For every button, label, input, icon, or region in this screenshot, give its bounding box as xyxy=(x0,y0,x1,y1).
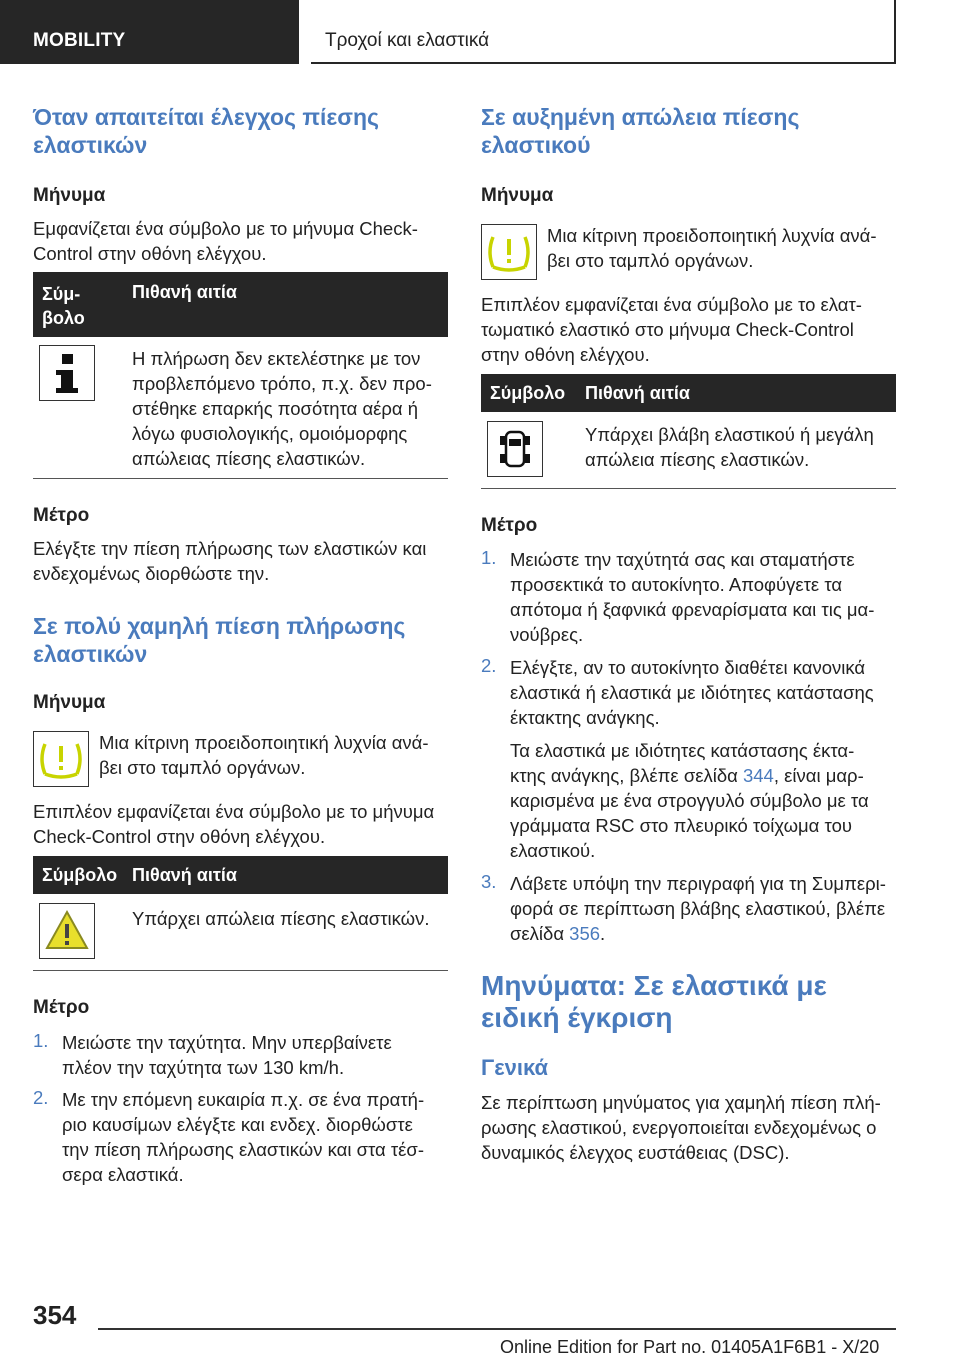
measure-label: Μέτρο xyxy=(33,997,90,1018)
heading-very-low-pressure: Σε πολύ χαμηλή πίεση πλήρωσης ελαστικών xyxy=(33,613,406,667)
table-header xyxy=(33,272,448,337)
divider xyxy=(33,478,448,479)
col-cause: Πιθανή αιτία xyxy=(132,282,237,302)
subheading-general: Γενικά xyxy=(481,1055,549,1080)
list-item: Λάβετε υπόψη την περιγραφή για τη Συμπερι- φορά σε περίπτωση βλάβης ελαστικού, βλέπε σελίδα 356. xyxy=(510,873,886,944)
message-label: Μήνυμα xyxy=(33,692,106,713)
col-symbol: Σύμβολο xyxy=(490,383,566,403)
measure-label: Μέτρο xyxy=(481,515,538,536)
measure-text: Ελέγξτε την πίεση πλήρωσης των ελαστικών και ενδεχομένως διορθώστε την. xyxy=(33,538,427,584)
message-text: Εμφανίζεται ένα σύμβολο με το μήνυμα Check- Control στην οθόνη ελέγχου. xyxy=(33,218,418,264)
list-number: 1. xyxy=(481,547,497,568)
warning-triangle-icon xyxy=(39,903,95,959)
list-note: Τα ελαστικά με ιδιότητες κατάστασης έκτα- κτης ανάγκης, βλέπε σελίδα 344, είναι μαρ- καρισμένα με ένα στρογγυλό σύμβολο με τα γράμματα RSC στο πλευρικό τοίχωμα του ελαστικού. xyxy=(510,740,869,861)
tire-pressure-warning-icon xyxy=(33,731,89,787)
section-title: MOBILITY xyxy=(33,30,126,51)
info-icon xyxy=(39,345,95,401)
message-extra-text: Επιπλέον εμφανίζεται ένα σύμβολο με το ελατ- τωματικό ελαστικό στο μήνυμα Check-Control στην οθόνη ελέγχου. xyxy=(481,294,862,365)
divider xyxy=(481,488,896,489)
table-row-cause: Υπάρχει απώλεια πίεσης ελαστικών. xyxy=(132,908,430,929)
measure-label: Μέτρο xyxy=(33,505,90,526)
message-label: Μήνυμα xyxy=(481,185,554,206)
table-row-cause: Η πλήρωση δεν εκτελέστηκε με τον προβλεπόμενο τρόπο, π.χ. δεν προ- στέθηκε επαρκής ποσότητα αέρα ή λόγω φυσιολογικής, ομοιόμορφης απώλειας πίεσης ελαστικών. xyxy=(132,348,432,469)
heading-special-approval: Μηνύματα: Σε ελαστικά με ειδική έγκριση xyxy=(481,970,827,1033)
footer-rule xyxy=(98,1328,896,1330)
edition-text: Online Edition for Part no. 01405A1F6B1 - X/20 xyxy=(500,1337,880,1357)
divider xyxy=(33,970,448,971)
car-tire-damage-icon xyxy=(487,421,543,477)
col-symbol: Σύμβολο xyxy=(42,865,118,885)
table-header xyxy=(33,856,448,894)
heading-check-pressure: Όταν απαιτείται έλεγχος πίεσης ελαστικών xyxy=(33,104,380,158)
list-number: 1. xyxy=(33,1030,49,1051)
col-cause: Πιθανή αιτία xyxy=(132,865,237,885)
list-number: 2. xyxy=(481,655,497,676)
warning-lamp-text: Μια κίτρινη προειδοποιητική λυχνία ανά- βει στο ταμπλό οργάνων. xyxy=(99,732,429,778)
section-tab xyxy=(0,0,299,64)
list-item: Μειώστε την ταχύτητά σας και σταματήστε προσεκτικά το αυτοκίνητο. Αποφύγετε τα απότομα ή ξαφνικά φρεναρίσματα και τις μα- νούβρες. xyxy=(510,549,875,645)
message-extra-text: Επιπλέον εμφανίζεται ένα σύμβολο με το μήνυμα Check-Control στην οθόνη ελέγχου. xyxy=(33,801,435,847)
list-item: Μειώστε την ταχύτητα. Μην υπερβαίνετε πλέον την ταχύτητα των 130 km/h. xyxy=(62,1032,392,1078)
page-number: 354 xyxy=(33,1300,77,1330)
tire-pressure-warning-icon xyxy=(481,224,537,280)
message-label: Μήνυμα xyxy=(33,185,106,206)
page-link-344[interactable]: 344 xyxy=(742,765,774,786)
list-item: Ελέγξτε, αν το αυτοκίνητο διαθέτει κανονικά ελαστικά ή ελαστικά με ιδιότητες κατάστασης έκτακτης ανάγκης. xyxy=(510,657,874,728)
col-symbol: Σύμ- βολο xyxy=(42,284,85,328)
page-link-356[interactable]: 356 xyxy=(569,923,601,944)
list-number: 2. xyxy=(33,1087,49,1108)
chapter-title: Τροχοί και ελαστικά xyxy=(325,30,490,51)
heading-increased-loss: Σε αυξημένη απώλεια πίεσης ελαστικού xyxy=(481,104,800,158)
list-item: Με την επόμενη ευκαιρία π.χ. σε ένα πρατή- ριο καυσίμων ελέγξτε και ενδεχ. διορθώστε την πίεση πλήρωσης ελαστικών και στα τέσ- σερα ελαστικά. xyxy=(62,1089,425,1185)
table-row-cause: Υπάρχει βλάβη ελαστικού ή μεγάλη απώλεια πίεσης ελαστικών. xyxy=(585,424,874,470)
list-number: 3. xyxy=(481,871,497,892)
general-text: Σε περίπτωση μηνύματος για χαμηλή πίεση πλή- ρωσης ελαστικού, ενεργοποιείται ενδεχομένως ο δυναμικός έλεγχος ευστάθειας (DSC). xyxy=(481,1092,881,1163)
chapter-tab xyxy=(311,0,896,64)
col-cause: Πιθανή αιτία xyxy=(585,383,690,403)
warning-lamp-text: Μια κίτρινη προειδοποιητική λυχνία ανά- βει στο ταμπλό οργάνων. xyxy=(547,225,877,271)
table-header xyxy=(481,374,896,412)
